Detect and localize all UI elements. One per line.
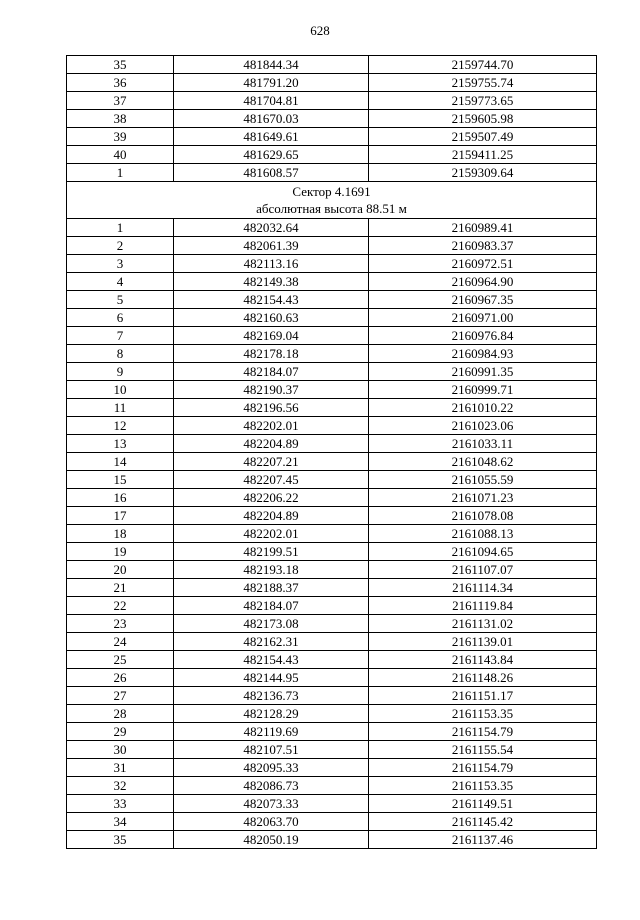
x-coordinate-cell: 482119.69 xyxy=(174,723,369,741)
point-number-cell: 4 xyxy=(67,273,174,291)
table-row xyxy=(67,795,597,813)
x-coordinate-cell: 481670.03 xyxy=(174,110,369,128)
table-row xyxy=(67,615,597,633)
y-coordinate-cell: 2161107.07 xyxy=(369,561,597,579)
x-coordinate-cell: 482204.89 xyxy=(174,435,369,453)
y-coordinate-cell: 2161153.35 xyxy=(369,705,597,723)
x-coordinate-cell: 482206.22 xyxy=(174,489,369,507)
table-row xyxy=(67,255,597,273)
x-coordinate-cell: 482149.38 xyxy=(174,273,369,291)
x-coordinate-cell: 482154.43 xyxy=(174,651,369,669)
y-coordinate-cell: 2161149.51 xyxy=(369,795,597,813)
point-number-cell: 34 xyxy=(67,813,174,831)
y-coordinate-cell: 2161055.59 xyxy=(369,471,597,489)
x-coordinate-cell: 482169.04 xyxy=(174,327,369,345)
point-number-cell: 13 xyxy=(67,435,174,453)
table-body-top xyxy=(67,56,597,182)
y-coordinate-cell: 2160989.41 xyxy=(369,219,597,237)
y-coordinate-cell: 2161033.11 xyxy=(369,435,597,453)
table-row xyxy=(67,561,597,579)
y-coordinate-cell: 2161137.46 xyxy=(369,831,597,849)
page-number: 628 xyxy=(310,23,330,38)
table-row xyxy=(67,273,597,291)
x-coordinate-cell: 481704.81 xyxy=(174,92,369,110)
x-coordinate-cell: 482050.19 xyxy=(174,831,369,849)
point-number-cell: 8 xyxy=(67,345,174,363)
point-number-cell: 37 xyxy=(67,92,174,110)
y-coordinate-cell: 2161023.06 xyxy=(369,417,597,435)
point-number-cell: 22 xyxy=(67,597,174,615)
y-coordinate-cell: 2160964.90 xyxy=(369,273,597,291)
x-coordinate-cell: 482107.51 xyxy=(174,741,369,759)
x-coordinate-cell: 482207.21 xyxy=(174,453,369,471)
table-row xyxy=(67,741,597,759)
y-coordinate-cell: 2160976.84 xyxy=(369,327,597,345)
x-coordinate-cell: 482113.16 xyxy=(174,255,369,273)
x-coordinate-cell: 482128.29 xyxy=(174,705,369,723)
point-number-cell: 33 xyxy=(67,795,174,813)
table-row xyxy=(67,146,597,164)
point-number-cell: 21 xyxy=(67,579,174,597)
y-coordinate-cell: 2161143.84 xyxy=(369,651,597,669)
x-coordinate-cell: 481649.61 xyxy=(174,128,369,146)
x-coordinate-cell: 482196.56 xyxy=(174,399,369,417)
point-number-cell: 32 xyxy=(67,777,174,795)
y-coordinate-cell: 2161151.17 xyxy=(369,687,597,705)
point-number-cell: 29 xyxy=(67,723,174,741)
y-coordinate-cell: 2161155.54 xyxy=(369,741,597,759)
table-row xyxy=(67,579,597,597)
y-coordinate-cell: 2160983.37 xyxy=(369,237,597,255)
point-number-cell: 12 xyxy=(67,417,174,435)
point-number-cell: 19 xyxy=(67,543,174,561)
point-number-cell: 1 xyxy=(67,219,174,237)
y-coordinate-cell: 2160972.51 xyxy=(369,255,597,273)
point-number-cell: 27 xyxy=(67,687,174,705)
point-number-cell: 26 xyxy=(67,669,174,687)
point-number-cell: 11 xyxy=(67,399,174,417)
table-row xyxy=(67,110,597,128)
sector-header-group xyxy=(67,182,597,219)
point-number-cell: 30 xyxy=(67,741,174,759)
x-coordinate-cell: 482184.07 xyxy=(174,597,369,615)
table-row xyxy=(67,417,597,435)
point-number-cell: 16 xyxy=(67,489,174,507)
table-row xyxy=(67,543,597,561)
y-coordinate-cell: 2159309.64 xyxy=(369,164,597,182)
x-coordinate-cell: 481791.20 xyxy=(174,74,369,92)
point-number-cell: 18 xyxy=(67,525,174,543)
table-row xyxy=(67,327,597,345)
point-number-cell: 14 xyxy=(67,453,174,471)
y-coordinate-cell: 2161119.84 xyxy=(369,597,597,615)
y-coordinate-cell: 2159755.74 xyxy=(369,74,597,92)
point-number-cell: 23 xyxy=(67,615,174,633)
table-row xyxy=(67,759,597,777)
y-coordinate-cell: 2161139.01 xyxy=(369,633,597,651)
x-coordinate-cell: 481629.65 xyxy=(174,146,369,164)
point-number-cell: 3 xyxy=(67,255,174,273)
table-row xyxy=(67,687,597,705)
point-number-cell: 10 xyxy=(67,381,174,399)
table-row xyxy=(67,435,597,453)
point-number-cell: 20 xyxy=(67,561,174,579)
table-row xyxy=(67,92,597,110)
y-coordinate-cell: 2161010.22 xyxy=(369,399,597,417)
point-number-cell: 28 xyxy=(67,705,174,723)
table-row xyxy=(67,291,597,309)
table-row xyxy=(67,831,597,849)
y-coordinate-cell: 2161153.35 xyxy=(369,777,597,795)
table-row xyxy=(67,345,597,363)
x-coordinate-cell: 482086.73 xyxy=(174,777,369,795)
table-row xyxy=(67,777,597,795)
table-row xyxy=(67,363,597,381)
x-coordinate-cell: 482190.37 xyxy=(174,381,369,399)
x-coordinate-cell: 482204.89 xyxy=(174,507,369,525)
y-coordinate-cell: 2160991.35 xyxy=(369,363,597,381)
point-number-cell: 36 xyxy=(67,74,174,92)
table-body-bottom xyxy=(67,219,597,849)
sector-header-cell xyxy=(67,182,597,219)
table-row xyxy=(67,507,597,525)
table-row xyxy=(67,381,597,399)
y-coordinate-cell: 2161094.65 xyxy=(369,543,597,561)
x-coordinate-cell: 482144.95 xyxy=(174,669,369,687)
y-coordinate-cell: 2161148.26 xyxy=(369,669,597,687)
y-coordinate-cell: 2161071.23 xyxy=(369,489,597,507)
table-row xyxy=(67,525,597,543)
x-coordinate-cell: 482178.18 xyxy=(174,345,369,363)
table-row xyxy=(67,489,597,507)
point-number-cell: 24 xyxy=(67,633,174,651)
y-coordinate-cell: 2159605.98 xyxy=(369,110,597,128)
y-coordinate-cell: 2161114.34 xyxy=(369,579,597,597)
point-number-cell: 35 xyxy=(67,56,174,74)
table-row xyxy=(67,219,597,237)
table-row xyxy=(67,597,597,615)
point-number-cell: 40 xyxy=(67,146,174,164)
x-coordinate-cell: 482188.37 xyxy=(174,579,369,597)
point-number-cell: 25 xyxy=(67,651,174,669)
table-row xyxy=(67,56,597,74)
table-row xyxy=(67,705,597,723)
x-coordinate-cell: 482063.70 xyxy=(174,813,369,831)
table-row xyxy=(67,237,597,255)
y-coordinate-cell: 2159411.25 xyxy=(369,146,597,164)
sector-header-row xyxy=(67,182,597,219)
x-coordinate-cell: 482162.31 xyxy=(174,633,369,651)
y-coordinate-cell: 2160984.93 xyxy=(369,345,597,363)
x-coordinate-cell: 482202.01 xyxy=(174,525,369,543)
y-coordinate-cell: 2161131.02 xyxy=(369,615,597,633)
x-coordinate-cell: 481844.34 xyxy=(174,56,369,74)
y-coordinate-cell: 2160971.00 xyxy=(369,309,597,327)
y-coordinate-cell: 2159744.70 xyxy=(369,56,597,74)
table-row xyxy=(67,453,597,471)
coordinates-table xyxy=(66,55,597,849)
table-row xyxy=(67,164,597,182)
x-coordinate-cell: 482154.43 xyxy=(174,291,369,309)
x-coordinate-cell: 482202.01 xyxy=(174,417,369,435)
sector-height-label: абсолютная высота 88.51 м xyxy=(256,201,407,216)
table-row xyxy=(67,471,597,489)
y-coordinate-cell: 2161145.42 xyxy=(369,813,597,831)
x-coordinate-cell: 482061.39 xyxy=(174,237,369,255)
table-row xyxy=(67,813,597,831)
table-row xyxy=(67,128,597,146)
point-number-cell: 9 xyxy=(67,363,174,381)
table-row xyxy=(67,651,597,669)
table-row xyxy=(67,309,597,327)
x-coordinate-cell: 482199.51 xyxy=(174,543,369,561)
y-coordinate-cell: 2160967.35 xyxy=(369,291,597,309)
point-number-cell: 1 xyxy=(67,164,174,182)
y-coordinate-cell: 2160999.71 xyxy=(369,381,597,399)
point-number-cell: 38 xyxy=(67,110,174,128)
table-row xyxy=(67,399,597,417)
table-row xyxy=(67,723,597,741)
table-row xyxy=(67,74,597,92)
x-coordinate-cell: 482160.63 xyxy=(174,309,369,327)
x-coordinate-cell: 482173.08 xyxy=(174,615,369,633)
x-coordinate-cell: 482184.07 xyxy=(174,363,369,381)
x-coordinate-cell: 482095.33 xyxy=(174,759,369,777)
point-number-cell: 17 xyxy=(67,507,174,525)
x-coordinate-cell: 481608.57 xyxy=(174,164,369,182)
y-coordinate-cell: 2161088.13 xyxy=(369,525,597,543)
point-number-cell: 6 xyxy=(67,309,174,327)
table-row xyxy=(67,633,597,651)
point-number-cell: 5 xyxy=(67,291,174,309)
y-coordinate-cell: 2161078.08 xyxy=(369,507,597,525)
y-coordinate-cell: 2161154.79 xyxy=(369,759,597,777)
x-coordinate-cell: 482032.64 xyxy=(174,219,369,237)
x-coordinate-cell: 482207.45 xyxy=(174,471,369,489)
x-coordinate-cell: 482193.18 xyxy=(174,561,369,579)
y-coordinate-cell: 2161048.62 xyxy=(369,453,597,471)
point-number-cell: 15 xyxy=(67,471,174,489)
y-coordinate-cell: 2161154.79 xyxy=(369,723,597,741)
y-coordinate-cell: 2159773.65 xyxy=(369,92,597,110)
table-row xyxy=(67,669,597,687)
sector-title: Сектор 4.1691 xyxy=(292,184,371,199)
point-number-cell: 35 xyxy=(67,831,174,849)
x-coordinate-cell: 482073.33 xyxy=(174,795,369,813)
point-number-cell: 31 xyxy=(67,759,174,777)
point-number-cell: 39 xyxy=(67,128,174,146)
point-number-cell: 7 xyxy=(67,327,174,345)
x-coordinate-cell: 482136.73 xyxy=(174,687,369,705)
point-number-cell: 2 xyxy=(67,237,174,255)
y-coordinate-cell: 2159507.49 xyxy=(369,128,597,146)
